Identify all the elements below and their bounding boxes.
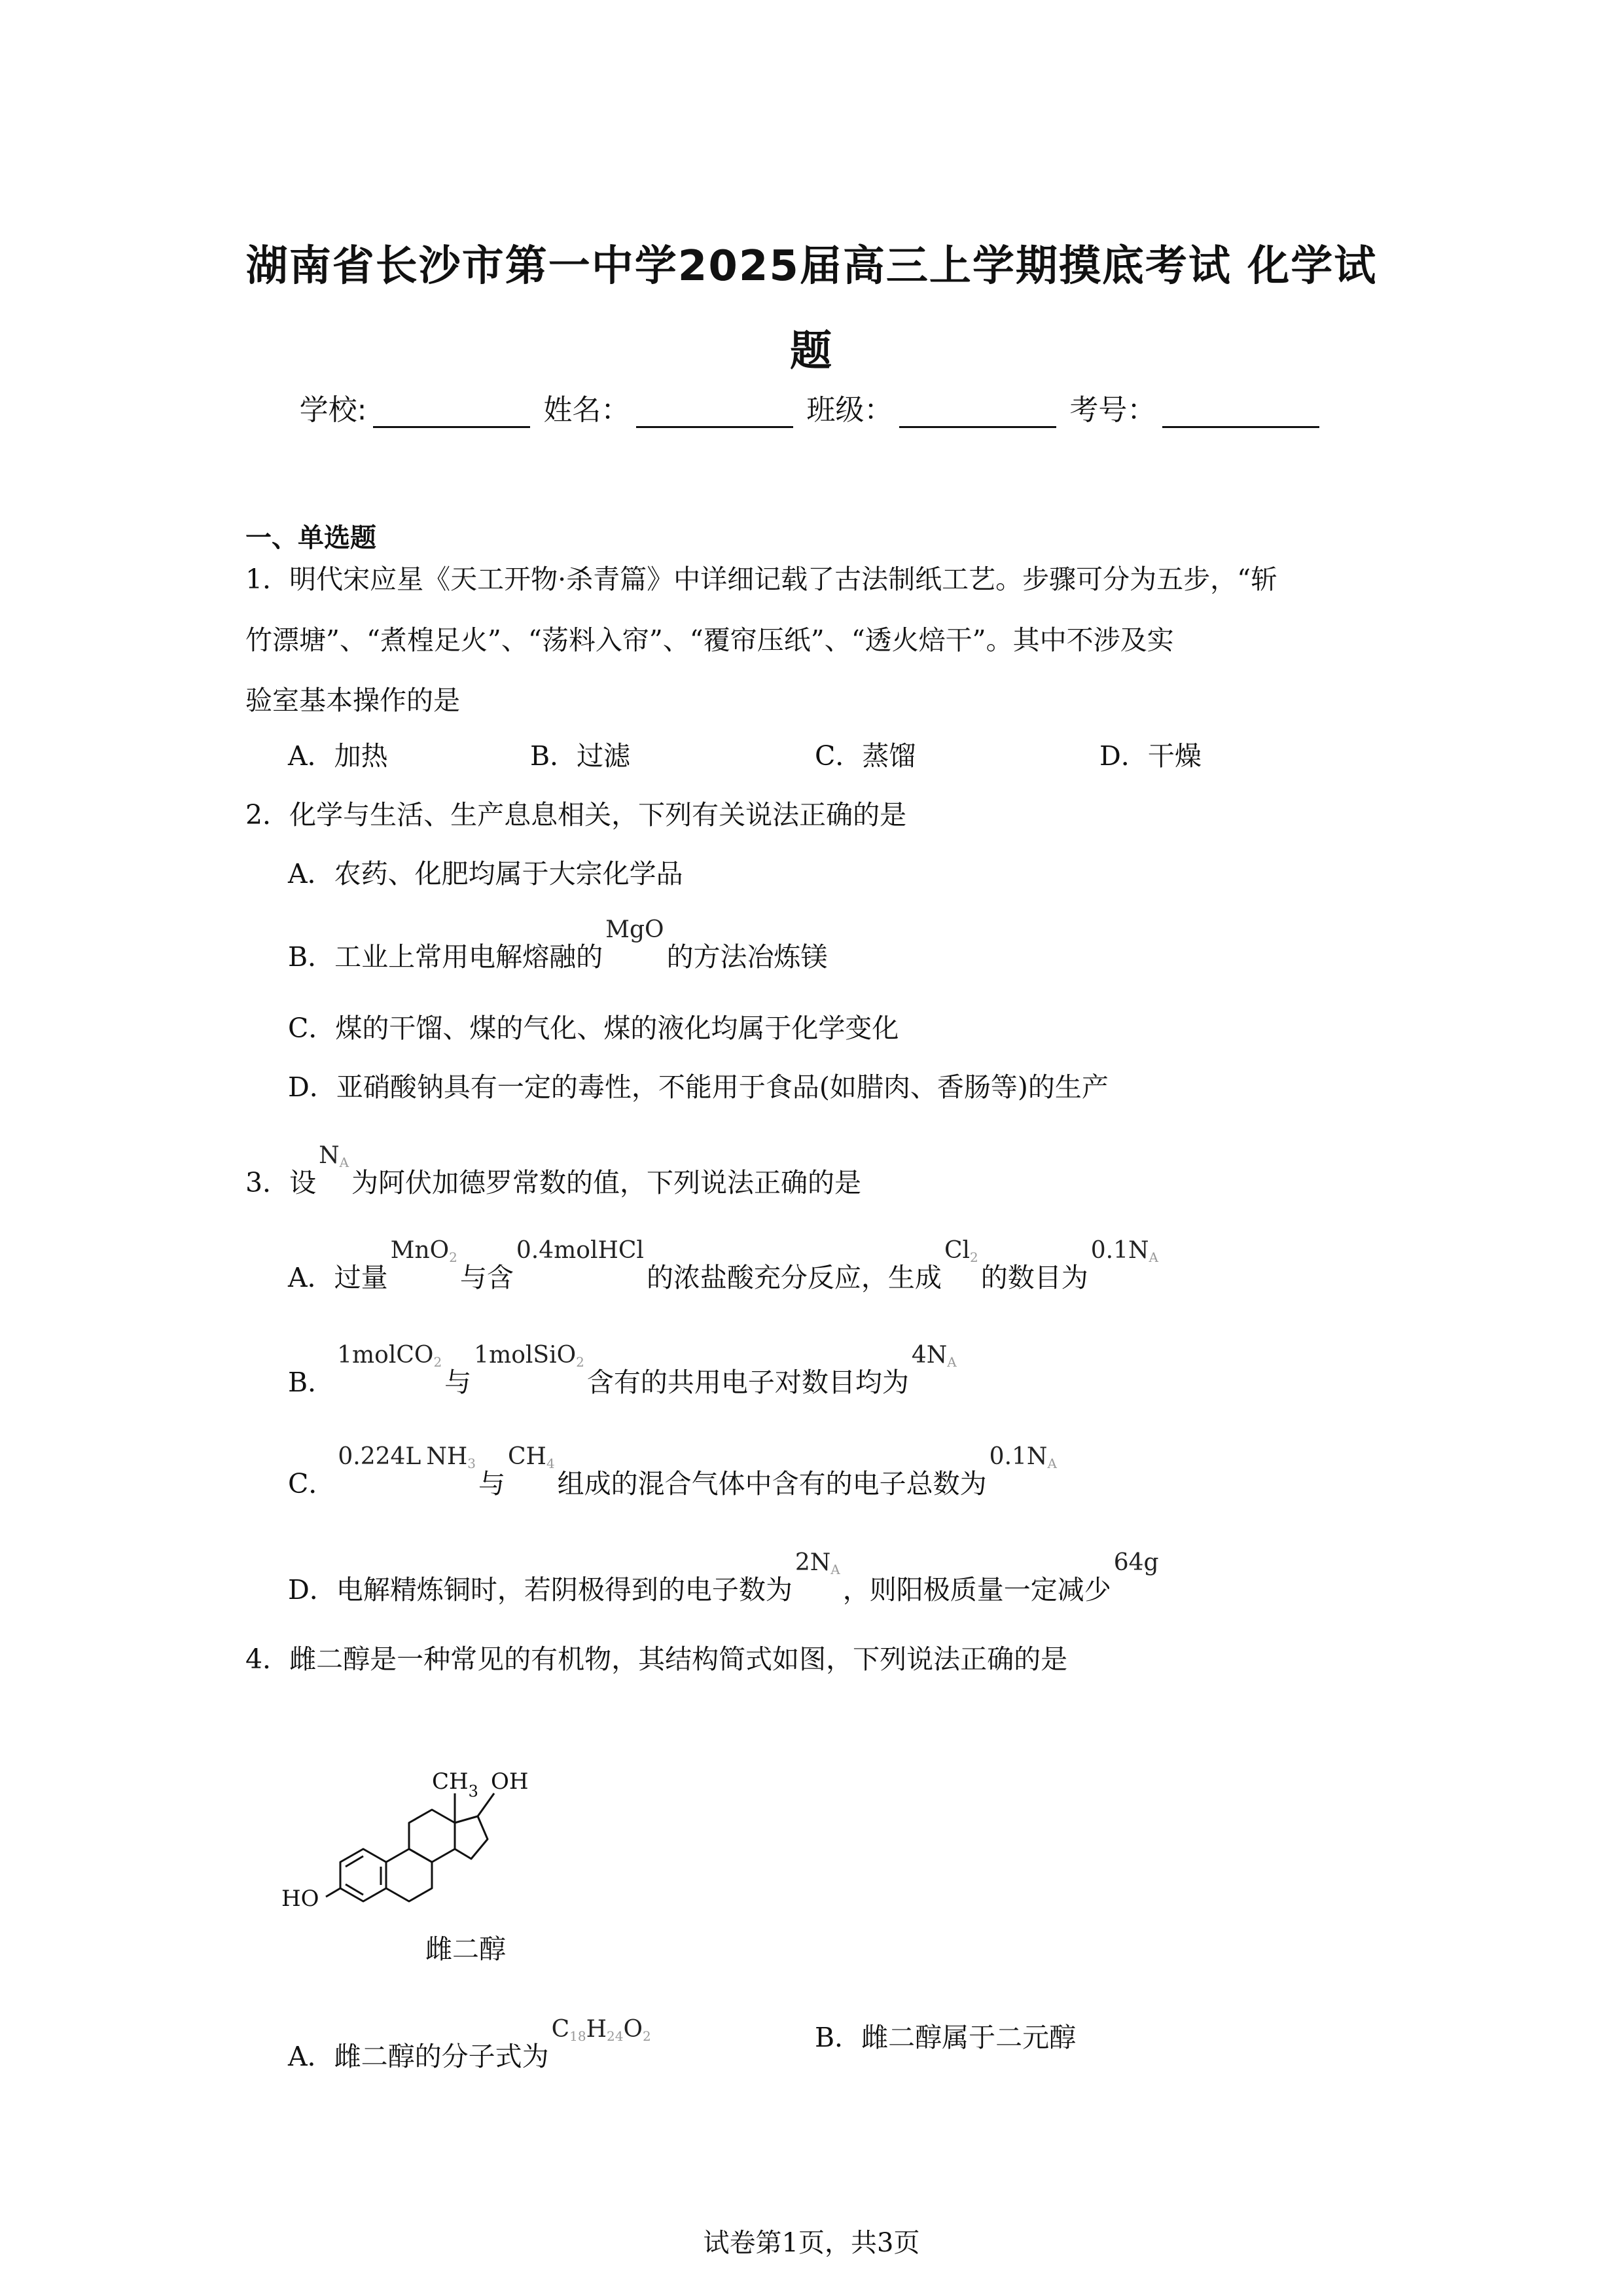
q4-a-formula: $C_{18}H_{24}O_2$ [551, 2016, 651, 2044]
q3-c-mid: 与 [478, 1468, 505, 1499]
structure-caption: 雌二醇 [425, 1933, 506, 1965]
q2-option-b-pre: B．工业上常用电解熔融的 [288, 941, 603, 973]
q4-stem: 4．雌二醇是一种常见的有机物，其结构简式如图，下列说法正确的是 [245, 1643, 1068, 1675]
q1-option-a: A．加热 [288, 740, 388, 772]
q3-stem [245, 1142, 861, 1200]
q1-line2: 竹漂塘”、“煮楻足火”、“荡料入帘”、“覆帘压纸”、“透火焙干”。其中不涉及实 [245, 624, 1174, 656]
q3-d-formula-2na: $2N_A$ [794, 1549, 840, 1577]
q3-option-c [288, 1443, 1060, 1501]
q1-option-c: C．蒸馏 [815, 740, 916, 772]
q2-option-c: C．煤的干馏、煤的气化、煤的液化均属于化学变化 [288, 1013, 899, 1044]
structure-oh-label: OH [491, 1768, 529, 1795]
q3-d-mid: ，则阳极质量一定减少 [842, 1574, 1111, 1605]
q3-stem-pre: 3．设 [245, 1167, 317, 1198]
q3-b-formula-sio2: 1molSiO$_2$ [474, 1342, 584, 1370]
q2-option-b-post: 的方法冶炼镁 [666, 941, 828, 973]
q3-option-a [288, 1237, 1161, 1295]
structure-ch3-label: $CH_3$ [432, 1768, 478, 1801]
student-info-line [0, 386, 1623, 428]
ring-b [386, 1849, 432, 1901]
q3-formula-na: $N_A$ [319, 1142, 349, 1170]
class-blank[interactable] [899, 400, 1056, 428]
q3-c-pre: C． [288, 1468, 336, 1499]
q1-line3: 验室基本操作的是 [245, 685, 460, 716]
section-heading: 一、单选题 [245, 523, 376, 553]
q1-option-b: B．过滤 [530, 740, 631, 772]
q3-c-formula-volume: 0.224L [338, 1443, 421, 1470]
q3-a-formula-cl2: $Cl_2$ [944, 1237, 978, 1265]
q2-option-d: D．亚硝酸钠具有一定的毒性，不能用于食品(如腊肉、香肠等)的生产 [288, 1071, 1109, 1103]
q3-c-formula-nh3: $NH_3$ [426, 1443, 476, 1471]
q3-b-mid: 与 [444, 1367, 472, 1398]
q2-stem: 2．化学与生活、生产息息相关，下列有关说法正确的是 [245, 799, 907, 831]
q4-option-a [288, 2016, 654, 2073]
q3-d-pre: D．电解精炼铜时，若阴极得到的电子数为 [288, 1574, 793, 1605]
q2-option-a: A．农药、化肥均属于大宗化学品 [288, 858, 683, 889]
q3-c-post: 组成的混合气体中含有的电子总数为 [557, 1468, 987, 1499]
school-label: 学校: [299, 393, 367, 427]
exam-number-label: 考号： [1069, 393, 1156, 427]
q4-a-pre: A．雌二醇的分子式为 [288, 2041, 549, 2072]
q3-stem-post: 为阿伏加德罗常数的值，下列说法正确的是 [351, 1167, 862, 1198]
q3-a-mid1: 与含 [459, 1262, 514, 1293]
q3-b-formula-co2: 1molCO$_2$ [337, 1342, 442, 1370]
q3-c-formula-ch4: $CH_4$ [507, 1443, 555, 1471]
q2-option-b [288, 916, 828, 974]
q3-option-b [288, 1342, 959, 1399]
paper-title-line1: 湖南省长沙市第一中学2025届高三上学期摸底考试 化学试 [245, 242, 1378, 291]
page-footer: 试卷第1页，共3页 [703, 2228, 920, 2258]
q3-b-pre: B． [288, 1367, 335, 1398]
name-label: 姓名： [543, 393, 630, 427]
name-blank[interactable] [636, 400, 793, 428]
q2-formula-mgo: MgO [605, 916, 664, 943]
q3-a-pre: A．过量 [288, 1262, 388, 1293]
ring-d [455, 1816, 488, 1859]
paper-title-line2: 题 [790, 327, 833, 376]
class-label: 班级： [806, 393, 893, 427]
q3-a-formula-hcl: 0.4molHCl [516, 1237, 644, 1264]
q3-a-formula-mno2: MnO$_2$ [390, 1237, 457, 1265]
school-blank[interactable] [373, 400, 530, 428]
q3-b-formula-na: $4N_A$ [911, 1342, 957, 1370]
q3-option-d [288, 1549, 1162, 1607]
q1-line1: 1．明代宋应星《天工开物·杀青篇》中详细记载了古法制纸工艺。步骤可分为五步，“斩 [245, 564, 1278, 595]
q1-option-d: D．干燥 [1099, 740, 1202, 772]
structure-ho-label: HO [281, 1886, 319, 1912]
q3-c-formula-na: $0.1N_A$ [989, 1443, 1057, 1471]
exam-number-blank[interactable] [1162, 400, 1319, 428]
q3-a-formula-na: $0.1N_A$ [1090, 1237, 1158, 1265]
q3-b-post: 含有的共用电子对数目均为 [586, 1367, 909, 1398]
q3-a-mid3: 的数目为 [980, 1262, 1088, 1293]
q4-option-b: B．雌二醇属于二元醇 [815, 2022, 1077, 2053]
ring-c [409, 1810, 455, 1862]
q3-a-mid2: 的浓盐酸充分反应，生成 [646, 1262, 942, 1293]
q3-d-formula-64g: 64g [1113, 1549, 1159, 1576]
